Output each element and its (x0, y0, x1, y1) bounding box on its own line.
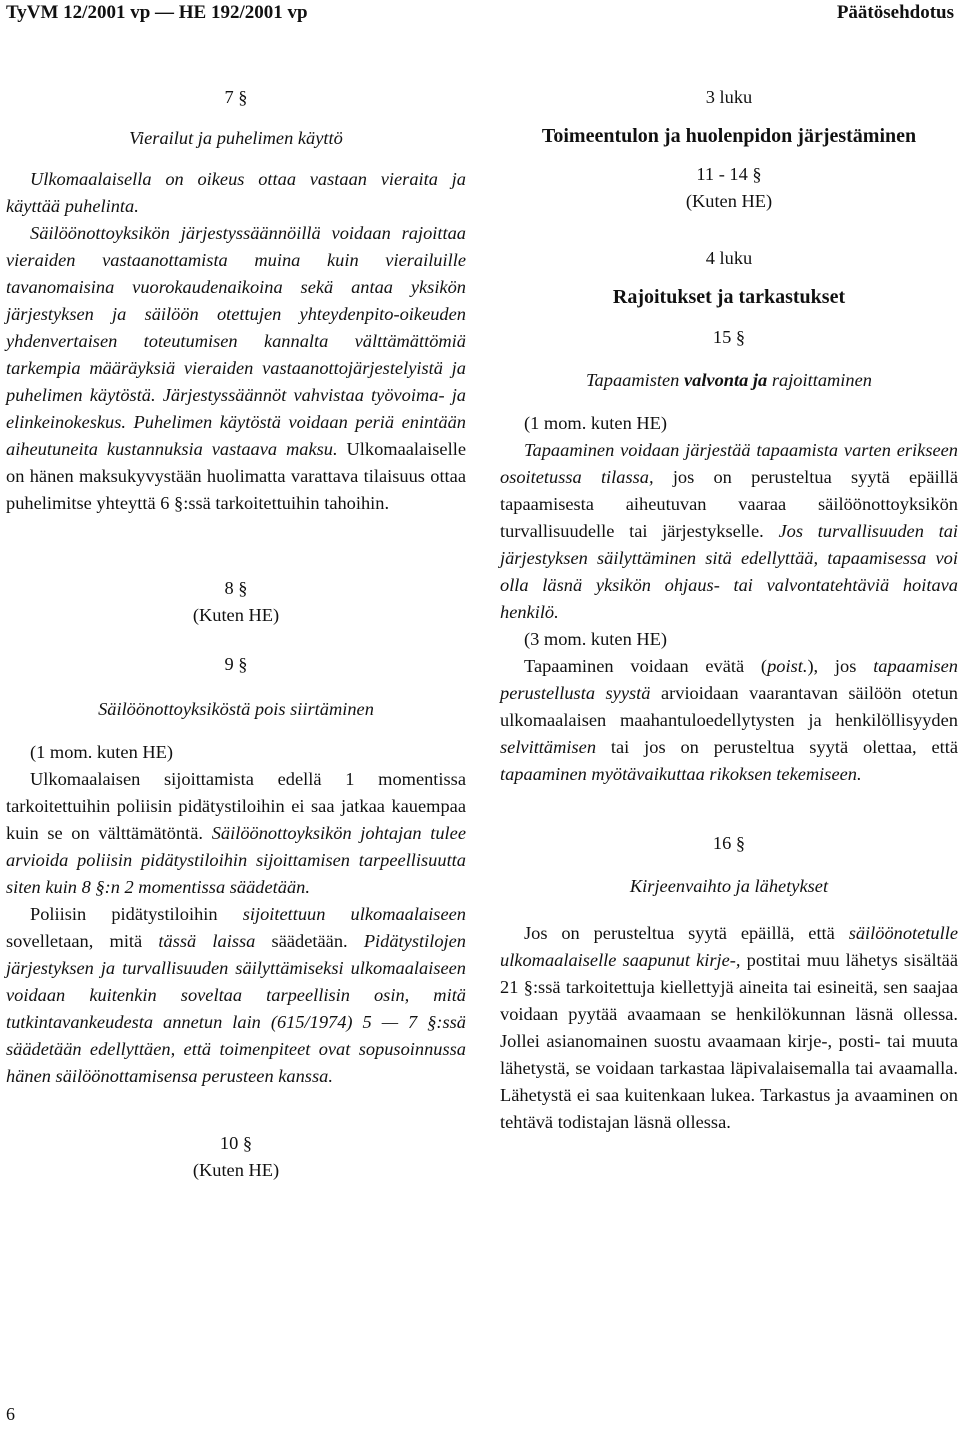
section-7-paragraph-2-italic: Säilöönottoyksikön järjestyssäännöillä voidaan rajoittaa vieraiden vastaanottamista muina kuin vierailuille tavanomaisina vuorokaudenaikoina sekä antaa yksikön järjestyksen ja säilöön otettujen yhteydenpito-oikeuden yhdenvertaisen toteutumisen kannalta välttämättömiä tarkempia määräyksiä vieraiden vastaanottojärjestelyistä ja puhelimen käytöstä. Järjestyssäännöt vahvistaa työvoima- ja elinkeinokeskus. (6, 223, 466, 432)
section-8-reference: (Kuten HE) (192, 605, 280, 625)
chapter-3-number: 3 luku (705, 87, 753, 107)
section-9-p3-italic-3: Pidätystilojen järjestyksen ja turvallisuuden säilyttämiseksi ulkomaalaiseen voidaan kuitenkin soveltaa tarpeellisin osin, mitä tutkintavankeudesta annetun lain (615/1974) 5 — 7 §:ssä säädetään edellyttäen, että toimenpiteet ovat sopusoinnussa hänen säilöönottamisensa perusteen kanssa. (6, 931, 466, 1086)
running-header-left: TyVM 12/2001 vp — HE 192/2001 vp (6, 2, 308, 23)
section-10-number: 10 § (219, 1133, 253, 1153)
section-15-moment-3: (3 mom. kuten HE) (524, 629, 668, 649)
section-16-p1-b: säilöönotetulle ulkomaalaiselle saapunut kirje-, (500, 923, 958, 970)
section-15-title (500, 367, 958, 394)
section-15-p4-a: Tapaaminen voidaan evätä ( (524, 656, 768, 676)
right-column (500, 84, 958, 1136)
section-15-paragraph-4 (500, 653, 958, 788)
section-16-p1-c: postitai muu lähetys sisältää 21 §:ssä tarkoitettuja kiellettyjä aineita tai esineitä, sen saajaa voidaan pyytää avaamaan se henkilökunnan läsnä ollessa. Jollei asianomainen suostu avaamaan kirje-, posti- tai muuta lähetystä, se voidaan tarkastaa läpivalaisemalla tai avaamalla. Lähetystä ei saa kuitenkaan lukea. Tarkastus ja avaaminen on tehtävä todistajan läsnä ollessa. (500, 950, 958, 1132)
section-15-title-bold: valvonta ja (683, 370, 768, 390)
section-15-p4-d: tapaamisen perustellusta syystä (500, 656, 958, 703)
section-16-p1-a: Jos on perusteltua syytä epäillä, että (524, 923, 835, 943)
section-16-title: Kirjeenvaihto ja lähetykset (629, 876, 829, 896)
section-8-number: 8 § (224, 578, 248, 598)
section-15-p4-h: tapaaminen myötävaikuttaa rikoksen tekemiseen. (500, 764, 862, 784)
section-9-number: 9 § (224, 654, 248, 674)
section-15-p2-text: jos on perusteltua syytä epäillä tapaamisesta aiheutuvan vaaraa säilöönottoyksikön turvallisuudelle tai järjestykselle. (500, 467, 958, 541)
chapter-3-title: Toimeentulon ja huolenpidon järjestäminen (541, 125, 917, 147)
section-7-number: 7 § (224, 87, 248, 107)
section-15-paragraph-2 (500, 437, 958, 626)
section-15-title-end: rajoittaminen (771, 370, 872, 390)
section-15-title-pre: Tapaamisten (586, 370, 680, 390)
section-9-paragraph-2 (6, 766, 466, 901)
section-7-paragraph-2-fee: Puhelimen käytöstä voidaan periä enintään aiheutuneita kustannuksia vastaava maksu. (6, 412, 466, 459)
sections-11-14-number: 11 - 14 § (696, 164, 762, 184)
section-15-p4-g: tai jos on perusteltua syytä olettaa, että (610, 737, 958, 757)
section-15-p4-e: arvioidaan vaarantavan säilöön otetun ulkomaalaisen maahantuloedellytysten ja henkilöllisyyden (500, 683, 958, 730)
page-number: 6 (6, 1404, 15, 1424)
section-7-title: Vierailut ja puhelimen käyttö (129, 128, 343, 148)
section-15-moment-1: (1 mom. kuten HE) (524, 413, 668, 433)
section-9-title: Säilöönottoyksiköstä pois siirtäminen (98, 699, 374, 719)
section-9-paragraph-2-italic: Säilöönottoyksikön johtajan tulee arvioida poliisin pidätystiloihin sijoittamisen tarpeellisuutta siten kuin 8 §:n 2 momentissa säädetään. (6, 823, 466, 897)
section-15-p2-italic-2: Jos turvallisuuden tai järjestyksen säilyttäminen sitä edellyttää, tapaamisessa voi olla läsnä yksikön ohjaus- tai valvontatehtäviä hoitava henkilö. (500, 521, 959, 622)
section-15-p4-b: poist. (767, 656, 808, 676)
left-column (6, 84, 466, 1184)
section-9-moment-1: (1 mom. kuten HE) (30, 742, 174, 762)
section-9-paragraph-2-text: Ulkomaalaisen sijoittamista edellä 1 momentissa tarkoitettuihin poliisin pidätystiloihin ei saa jatkaa kauempaa kuin se on välttämätöntä. (6, 769, 466, 843)
section-10-reference: (Kuten HE) (192, 1160, 280, 1180)
section-7-paragraph-2-rest: Ulkomaalaiselle on hänen maksukyvystään huolimatta varattava tilaisuus ottaa puhelimitse yhteyttä 6 §:ssä tarkoitettuihin tahoihin. (6, 439, 466, 513)
sections-11-14-reference: (Kuten HE) (685, 191, 773, 211)
section-15-p4-f: selvittämisen (500, 737, 597, 757)
section-9-p3-italic-1: sijoitettuun ulkomaalaiseen (242, 904, 466, 924)
section-7-paragraph-2 (6, 220, 466, 517)
section-7-paragraph-1: Ulkomaalaisella on oikeus ottaa vastaan vieraita ja käyttää puhelinta. (6, 169, 466, 216)
section-9-p3-mid: sovelletaan, mitä (6, 931, 143, 951)
section-16-number: 16 § (712, 833, 746, 853)
section-15-p4-c: ), jos (807, 656, 857, 676)
section-9-p3-end: säädetään. (271, 931, 348, 951)
section-15-p2-italic: Tapaaminen voidaan järjestää tapaamista varten erikseen osoitetussa tilassa, (500, 440, 958, 487)
section-9-p3-pre: Poliisin pidätystiloihin (30, 904, 218, 924)
section-9-paragraph-3 (6, 901, 466, 1090)
chapter-4-title: Rajoitukset ja tarkastukset (612, 286, 846, 308)
chapter-4-number: 4 luku (705, 248, 753, 268)
section-15-number: 15 § (712, 327, 746, 347)
section-16-paragraph-1 (500, 920, 958, 1136)
section-9-p3-italic-2: tässä laissa (158, 931, 256, 951)
running-header-right: Päätösehdotus (836, 2, 954, 23)
